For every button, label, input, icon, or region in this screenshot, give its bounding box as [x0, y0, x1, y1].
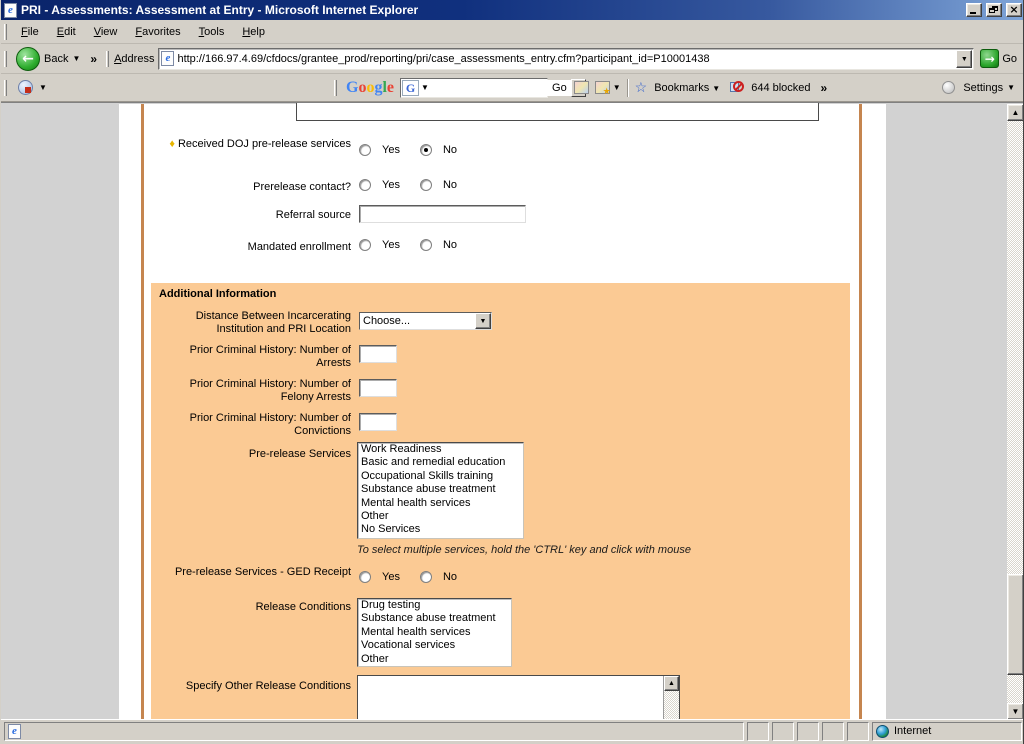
- scroll-up-button[interactable]: ▲: [1007, 104, 1024, 121]
- back-arrow-icon: ←: [16, 47, 40, 71]
- menu-edit[interactable]: Edit: [56, 25, 76, 38]
- settings-button[interactable]: Settings ▼: [942, 81, 1015, 94]
- mandated-no-radio[interactable]: [420, 239, 432, 251]
- pdf-dropdown-icon[interactable]: ▼: [39, 82, 47, 92]
- mandated-enrollment-label: Mandated enrollment: [247, 241, 351, 253]
- distance-select[interactable]: Choose... ▼: [359, 312, 492, 330]
- toolbar-grip[interactable]: [334, 80, 337, 96]
- options-caret[interactable]: ▼: [612, 82, 621, 92]
- settings-orb-icon: [942, 81, 955, 94]
- prerelease-no-radio[interactable]: [420, 179, 432, 191]
- multi-select-note: To select multiple services, hold the 'CTRL' key and click with mouse: [357, 544, 691, 556]
- ie-page-icon: e: [4, 3, 17, 18]
- list-option[interactable]: Drug testing: [361, 599, 421, 611]
- google-overflow-chevron[interactable]: »: [820, 80, 828, 95]
- security-zone-panel: [872, 722, 1022, 741]
- required-marker: ♦: [169, 138, 175, 150]
- menu-file[interactable]: File: [21, 25, 39, 38]
- bookmarks-button[interactable]: Bookmarks ▼: [654, 81, 721, 94]
- close-button[interactable]: [1006, 3, 1022, 17]
- list-option[interactable]: Substance abuse treatment: [361, 612, 496, 625]
- list-option[interactable]: No Services: [361, 523, 421, 536]
- scrollbar-thumb[interactable]: [1007, 574, 1024, 675]
- chevron-down-icon[interactable]: ▼: [475, 313, 491, 329]
- back-button[interactable]: ← Back ▼: [12, 47, 84, 71]
- list-option[interactable]: Work Readiness: [361, 443, 442, 455]
- list-option[interactable]: Occupational Skills training: [361, 469, 494, 482]
- page-icon: e: [161, 51, 174, 66]
- status-bar: [1, 719, 1024, 744]
- release-conditions-listbox[interactable]: [357, 598, 512, 667]
- scroll-up-icon[interactable]: ▲: [664, 676, 679, 691]
- prerelease-contact-label: Prerelease contact?: [253, 181, 351, 193]
- list-option[interactable]: Mental health services: [361, 625, 471, 638]
- ged-yes-radio[interactable]: [359, 571, 371, 583]
- specify-other-label: Specify Other Release Conditions: [185, 680, 351, 692]
- pdf-toolbar-segment: [1, 80, 331, 96]
- release-conditions-label: Release Conditions: [255, 601, 351, 613]
- toolbar-grip[interactable]: [4, 51, 7, 67]
- zone-label: Internet: [894, 725, 932, 737]
- additional-information-panel: [151, 283, 850, 719]
- browser-viewport: [1, 102, 1024, 719]
- page-right-border: [859, 104, 862, 719]
- bookmarks-star-icon: ☆: [634, 79, 648, 95]
- status-panel: [822, 722, 844, 741]
- list-option[interactable]: Basic and remedial education: [361, 456, 506, 469]
- toolbar-grip[interactable]: [4, 80, 7, 96]
- ged-no-radio[interactable]: [420, 571, 432, 583]
- page-status-icon: e: [8, 724, 21, 739]
- back-dropdown-icon[interactable]: ▼: [72, 53, 81, 63]
- status-panel: [797, 722, 819, 741]
- list-option[interactable]: Mental health services: [361, 496, 471, 509]
- ged-receipt-radio-group: Yes No: [359, 571, 471, 583]
- popup-blocked-count[interactable]: 644 blocked: [751, 81, 811, 94]
- pdf-convert-icon[interactable]: [18, 80, 33, 95]
- prerelease-services-label: Pre-release Services: [248, 448, 351, 460]
- list-option[interactable]: Other: [361, 652, 389, 665]
- toolbar-overflow-chevron[interactable]: »: [90, 51, 98, 66]
- scroll-down-button[interactable]: ▼: [1007, 703, 1024, 719]
- list-option[interactable]: Vocational services: [361, 639, 456, 652]
- minimize-icon: [970, 12, 976, 14]
- mandated-yes-radio[interactable]: [359, 239, 371, 251]
- window-title: PRI - Assessments: Assessment at Entry - Microsoft Internet Explorer: [21, 3, 419, 17]
- title-bar: [1, 0, 1024, 20]
- doj-yes-radio[interactable]: [359, 144, 371, 156]
- specify-other-textarea[interactable]: [357, 675, 680, 719]
- list-option[interactable]: Substance abuse treatment: [361, 483, 496, 496]
- toolbar-grip[interactable]: [4, 24, 7, 40]
- close-icon: ×: [1009, 3, 1019, 16]
- search-mode-caret[interactable]: ▼: [421, 82, 429, 92]
- google-go-button[interactable]: Go: [552, 81, 567, 94]
- doj-services-radio-group: Yes No: [359, 144, 471, 156]
- menu-bar: [1, 20, 1024, 44]
- felony-arrests-label: Prior Criminal History: Number of Felony Arrests: [189, 378, 351, 403]
- menu-favorites[interactable]: Favorites: [135, 25, 181, 38]
- mandated-enrollment-radio-group: Yes No: [359, 239, 471, 251]
- felony-arrests-input[interactable]: [359, 379, 397, 397]
- popup-blocker-icon: [730, 81, 744, 95]
- status-panel: [847, 722, 869, 741]
- page-scrollbar[interactable]: [1007, 104, 1024, 719]
- arrests-label: Prior Criminal History: Number of Arrests: [189, 344, 351, 369]
- address-label: Address: [114, 52, 155, 65]
- google-g-icon[interactable]: G: [402, 80, 419, 96]
- form-page: [119, 104, 886, 719]
- convictions-input[interactable]: [359, 413, 397, 431]
- google-search-box[interactable]: [400, 78, 548, 98]
- comments-textarea-partial[interactable]: [296, 102, 819, 121]
- google-logo: Google: [346, 78, 395, 96]
- distance-label: Distance Between Incarcerating Institution and PRI Location: [195, 310, 351, 335]
- convictions-label: Prior Criminal History: Number of Convictions: [189, 412, 351, 437]
- doj-services-label: ♦ Received DOJ pre-release services: [169, 138, 351, 150]
- prerelease-contact-radio-group: Yes No: [359, 179, 471, 191]
- go-arrow-icon: →: [980, 49, 999, 68]
- minimize-button[interactable]: [966, 3, 982, 17]
- referral-source-input[interactable]: [359, 205, 526, 223]
- toolbar-grip[interactable]: [106, 51, 109, 67]
- autofill-icon[interactable]: [595, 81, 610, 94]
- restore-button[interactable]: [986, 3, 1002, 17]
- prerelease-services-listbox[interactable]: [357, 442, 524, 539]
- ged-receipt-label: Pre-release Services - GED Receipt: [174, 566, 351, 578]
- prerelease-yes-radio[interactable]: [359, 179, 371, 191]
- send-to-icon[interactable]: [574, 81, 589, 94]
- additional-information-title: Additional Information: [159, 288, 277, 300]
- status-panel: [747, 722, 769, 741]
- status-message-panel: [4, 722, 744, 741]
- list-option[interactable]: Other: [361, 510, 389, 523]
- arrests-input[interactable]: [359, 345, 397, 363]
- status-panel: [772, 722, 794, 741]
- google-toolbar: [1, 74, 1024, 102]
- address-url[interactable]: http://166.97.4.69/cfdocs/grantee_prod/reporting/pri/case_assessments_entry.cfm?participant_id=P10001438: [177, 52, 710, 65]
- referral-source-label: Referral source: [275, 209, 351, 221]
- internet-globe-icon: [876, 725, 889, 738]
- doj-no-radio[interactable]: [420, 144, 432, 156]
- menu-view[interactable]: View: [93, 25, 118, 38]
- go-button[interactable]: → Go: [974, 49, 1024, 68]
- google-search-input[interactable]: [429, 80, 571, 96]
- menu-help[interactable]: Help: [242, 25, 265, 38]
- address-field[interactable]: [158, 48, 974, 70]
- separator: [627, 79, 629, 97]
- menu-tools[interactable]: Tools: [198, 25, 225, 38]
- address-toolbar: [1, 44, 1024, 74]
- address-dropdown-button[interactable]: ▼: [956, 50, 972, 68]
- textarea-scrollbar[interactable]: [663, 676, 679, 719]
- page-left-border: [141, 104, 144, 719]
